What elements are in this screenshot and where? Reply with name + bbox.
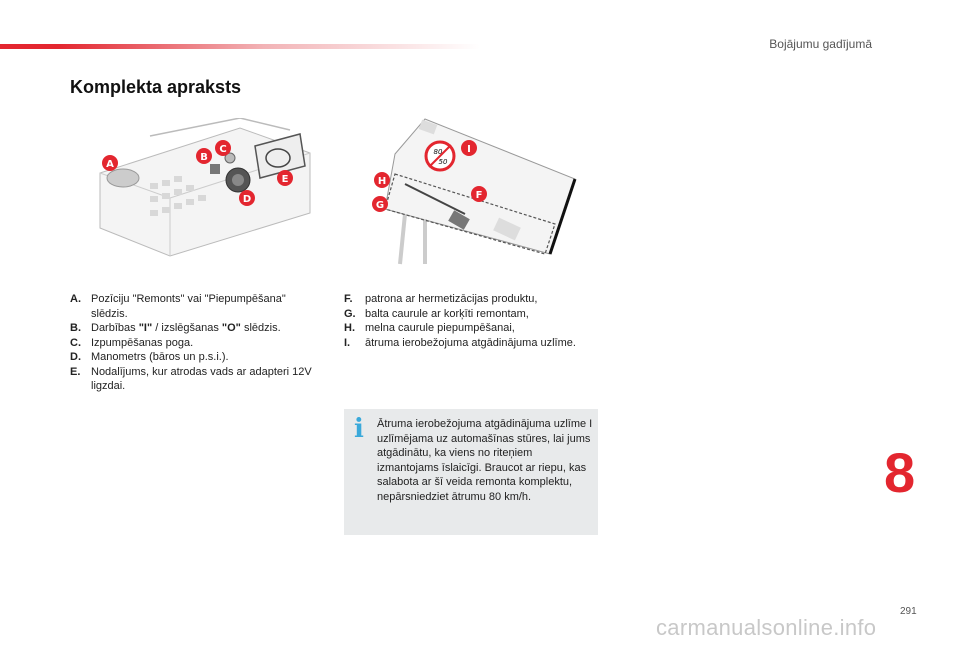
callout-i: I (467, 144, 471, 155)
component-list-left (70, 292, 312, 394)
callout-f: F (475, 190, 483, 201)
callout-c: C (219, 144, 227, 155)
list-key: G. (344, 307, 356, 320)
list-text: melna caurule piepumpēšanai, (365, 322, 515, 334)
list-item (70, 350, 312, 365)
chapter-color-bar (0, 44, 480, 49)
list-key: I. (344, 336, 351, 349)
list-key: B. (70, 322, 81, 334)
callout-a: A (106, 159, 114, 170)
watermark: carmanualsonline.info (656, 615, 877, 640)
list-text: Izpumpēšanas poga. (91, 336, 194, 349)
list-text: patrona ar hermetizācijas produktu, (365, 293, 538, 305)
list-item (70, 365, 312, 394)
callout-b: B (200, 152, 208, 163)
list-key: H. (344, 322, 355, 334)
list-text: ātruma ierobežojuma atgādinājuma uzlīme. (365, 336, 576, 349)
list-item (70, 336, 312, 351)
sign-bottom-number: 50 (438, 158, 448, 166)
list-item (344, 292, 614, 307)
page-number: 291 (900, 606, 917, 617)
callout-h: H (377, 176, 387, 187)
callout-e: E (281, 174, 289, 185)
callout-g: G (375, 200, 385, 211)
section-title: Komplekta apraksts (70, 77, 242, 97)
callout-d: D (242, 194, 252, 205)
chapter-number: 8 (884, 441, 916, 504)
list-text: balta caurule ar korķīti remontam, (365, 307, 529, 320)
list-item (70, 292, 312, 321)
repair-kit-underside-illustration (365, 114, 590, 274)
info-box (344, 409, 598, 535)
list-item (344, 321, 614, 336)
component-list-right (344, 292, 614, 350)
list-item (344, 307, 614, 322)
info-icon: i (354, 414, 364, 444)
list-key: F. (344, 293, 353, 305)
list-key: A. (70, 293, 81, 305)
info-text: Ātruma ierobežojuma atgādinājuma uzlīme I uzlīmējama uz automašīnas stūres, lai jums atgādinātu, ka viens no riteņiem izmantojams īslaicīgi. Braucot ar riepu, kas salabota ar šī veida remonta komplektu, nepārsniedziet ātrumu 80 km/h. (377, 418, 593, 503)
list-text: Pozīciju "Remonts" vai "Piepumpēšana" slēdzis. (91, 293, 286, 320)
sign-top-number: 80 (433, 148, 443, 156)
list-text: Darbības "I" / izslēgšanas "O" slēdzis. (91, 322, 281, 334)
compressor-kit-illustration (90, 118, 320, 258)
list-item (344, 336, 614, 351)
list-key: D. (70, 351, 81, 363)
list-key: C. (70, 336, 81, 349)
list-text: Manometrs (bāros un p.s.i.). (91, 351, 229, 363)
list-key: E. (70, 365, 81, 378)
list-text: Nodalījums, kur atrodas vads ar adapteri 12V ligzdai. (91, 365, 312, 392)
chapter-title: Bojājumu gadījumā (769, 37, 872, 51)
list-item (70, 321, 312, 336)
